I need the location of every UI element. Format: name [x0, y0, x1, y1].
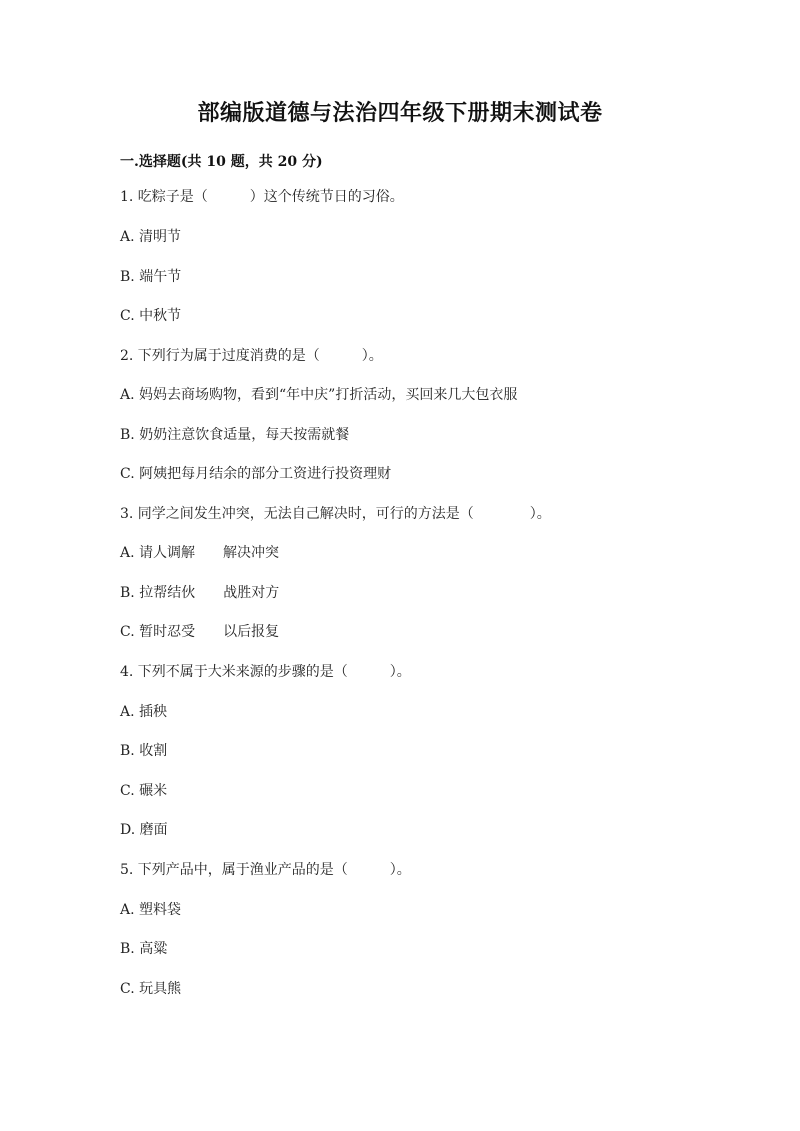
section-heading: 一.选择题(共 10 题，共 20 分): [120, 154, 323, 170]
question-stem: 3. 同学之间发生冲突，无法自己解决时，可行的方法是（ ）。: [120, 506, 551, 522]
answer-option: C. 玩具熊: [120, 981, 182, 997]
answer-option: C. 阿姨把每月结余的部分工资进行投资理财: [120, 466, 392, 482]
answer-option: A. 请人调解 解决冲突: [120, 545, 280, 561]
answer-option: C. 中秋节: [120, 308, 182, 324]
page-title: 部编版道德与法治四年级下册期末测试卷: [197, 100, 603, 126]
answer-option: B. 拉帮结伙 战胜对方: [120, 585, 280, 601]
answer-option: B. 端午节: [120, 269, 182, 285]
answer-option: B. 收割: [120, 743, 168, 759]
answer-option: A. 插秧: [120, 704, 168, 720]
answer-option: C. 碾米: [120, 783, 168, 799]
question-stem: 2. 下列行为属于过度消费的是（ ）。: [120, 348, 383, 364]
question-stem: 1. 吃粽子是（ ）这个传统节日的习俗。: [120, 189, 404, 205]
question-stem: 4. 下列不属于大米来源的步骤的是（ ）。: [120, 664, 411, 680]
answer-option: A. 清明节: [120, 229, 182, 245]
answer-option: C. 暂时忍受 以后报复: [120, 624, 280, 640]
answer-option: D. 磨面: [120, 822, 168, 838]
answer-option: A. 塑料袋: [120, 902, 182, 918]
question-stem: 5. 下列产品中，属于渔业产品的是（ ）。: [120, 862, 411, 878]
answer-option: A. 妈妈去商场购物，看到“年中庆”打折活动，买回来几大包衣服: [120, 387, 518, 403]
answer-option: B. 高粱: [120, 941, 168, 957]
answer-option: B. 奶奶注意饮食适量，每天按需就餐: [120, 427, 350, 443]
